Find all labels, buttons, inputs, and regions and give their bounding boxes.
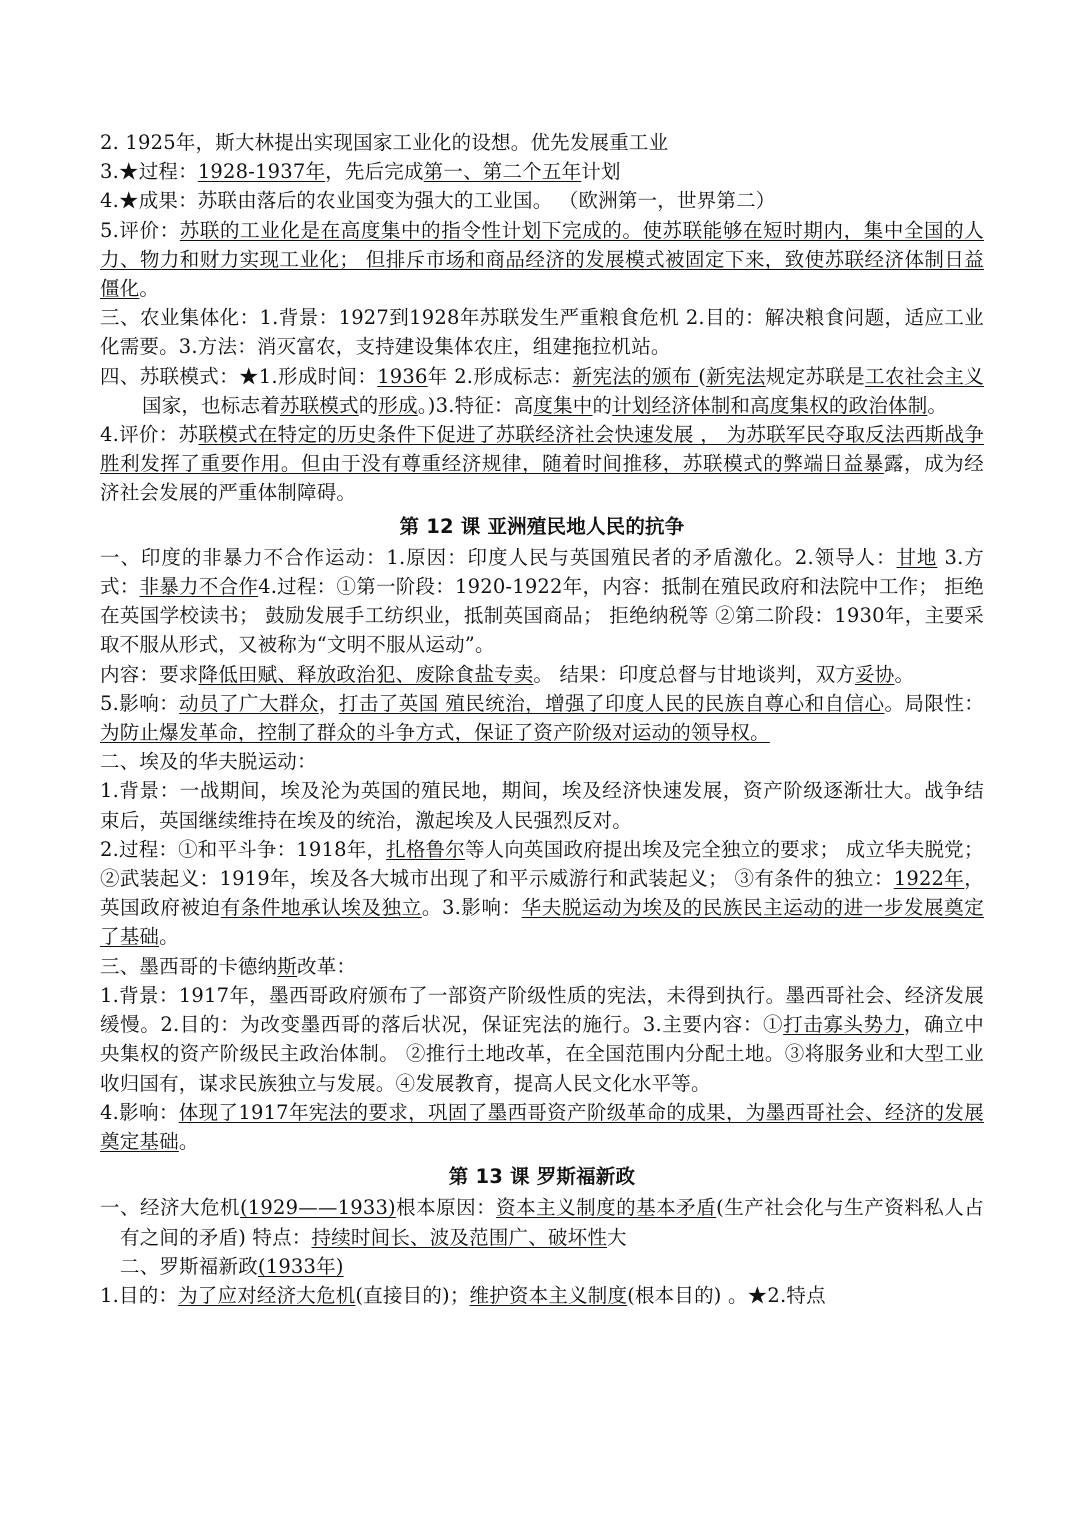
india-impact: 5.影响：动员了广大群众，打击了英国 殖民统治，增强了印度人民的民族自尊心和自信心。局限性：为防止爆发革命，控制了群众的斗争方式，保证了资产阶级对运动的领导权。: [100, 691, 984, 745]
evaluation-paragraph: 5.评价：苏联的工业化是在高度集中的指令性计划下完成的。使苏联能够在短时期内，集中全国的人力、物力和财力实现工业化； 但排斥市场和商品经济的发展模式被固定下来，致使苏联经济体制日益僵化。: [100, 218, 984, 301]
india-paragraph: 一、印度的非暴力不合作运动：1.原因：印度人民与英国殖民者的矛盾激化。2.领导人：甘地 3.方式：非暴力不合作4.过程：①第一阶段：1920-1922年，内容：抵制在殖民政府和法院中工作； 拒绝在英国学校读书； 鼓励发展手工纺织业，抵制英国商品； 拒绝纳税等 ②第二阶段：1930年，主要采取不服从形式，又被称为“文明不服从运动”。: [100, 545, 985, 657]
mexico-impact: 4.影响：体现了1917年宪法的要求，巩固了墨西哥资产阶级革命的成果，为墨西哥社会、经济的发展奠定基础。: [100, 1100, 984, 1153]
egypt-uprising: ②武装起义：1919年，埃及各大城市出现了和平示威游行和武装起义； ③有条件的独立：1922年，英国政府被迫有条件地承认埃及独立。3.影响：华夫脱运动为埃及的民族民主运动的进一步发展奠定了基础。: [100, 867, 984, 949]
soviet-model-paragraph: 四、苏联模式：★1.形成时间：1936年 2.形成标志：新宪法的颁布 (新宪法规定苏联是工农社会主义国家，也标志着苏联模式的形成。)3.特征：高度集中的计划经济体制和高度集权的政治体制。: [100, 364, 984, 417]
document-page: [100, 128, 984, 1310]
collectivization-paragraph: 三、农业集体化：1.背景：1927到1928年苏联发生严重粮食危机 2.目的：解决粮食问题，适应工业化需要。3.方法：消灭富农，支持建设集体农庄，组建拖拉机站。: [100, 306, 984, 359]
lesson-13-title: 第 13 课 罗斯福新政: [448, 1165, 636, 1189]
depression-paragraph: 一、经济大危机(1929——1933)根本原因：资本主义制度的基本矛盾(生产社会化与生产资料私人占有之间的矛盾) 特点：持续时间长、波及范围广、破坏性大: [100, 1196, 984, 1249]
new-deal-heading: 二、罗斯福新政(1933年): [120, 1254, 344, 1278]
mexico-paragraph: 1.背景：1917年，墨西哥政府颁布了一部资产阶级性质的宪法，未得到执行。墨西哥社会、经济发展缓慢。2.目的：为改变墨西哥的落后状况，保证宪法的施行。3.主要内容：①打击寡头势力，确立中央集权的资产阶级民主政治体制。 ②推行土地改革，在全国范围内分配土地。③将服务业和大型工业收归国有，谋求民族独立与发展。④发展教育，提高人民文化水平等。: [100, 983, 984, 1095]
soviet-model-evaluation: 4.评价：苏联模式在特定的历史条件下促进了苏联经济社会快速发展 ， 为苏联军民夺取反法西斯战争胜利发挥了重要作用。但由于没有尊重经济规律，随着时间推移，苏联模式的弊端日益暴露，成为经济社会发展的严重体制障碍。: [100, 423, 984, 505]
lesson-12-title: 第 12 课 亚洲殖民地人民的抗争: [399, 514, 685, 538]
text-line: 4.★成果：苏联由落后的农业国变为强大的工业国。 （欧洲第一，世界第二）: [100, 189, 776, 213]
egypt-heading: 二、埃及的华夫脱运动：: [100, 750, 317, 774]
mexico-heading: 三、墨西哥的卡德纳斯改革：: [100, 954, 357, 978]
india-content: 内容：要求降低田赋、释放政治犯、废除食盐专卖。 结果：印度总督与甘地谈判，双方妥协。: [100, 662, 915, 686]
egypt-process: 2.过程：①和平斗争：1918年，扎格鲁尔等人向英国政府提出埃及完全独立的要求； 成立华夫脱党；: [100, 837, 984, 861]
new-deal-purpose: 1.目的：为了应对经济大危机(直接目的)；维护资本主义制度(根本目的) 。★2.特点: [100, 1283, 826, 1307]
egypt-background: 1.背景：一战期间，埃及沦为英国的殖民地，期间，埃及经济快速发展，资产阶级逐渐壮大。战争结束后，英国继续维持在埃及的统治，激起埃及人民强烈反对。: [100, 779, 984, 832]
text-line: 3.★过程：1928-1937年，先后完成第一、第二个五年计划: [100, 160, 621, 184]
text-line: 2. 1925年，斯大林提出实现国家工业化的设想。优先发展重工业: [100, 131, 669, 154]
